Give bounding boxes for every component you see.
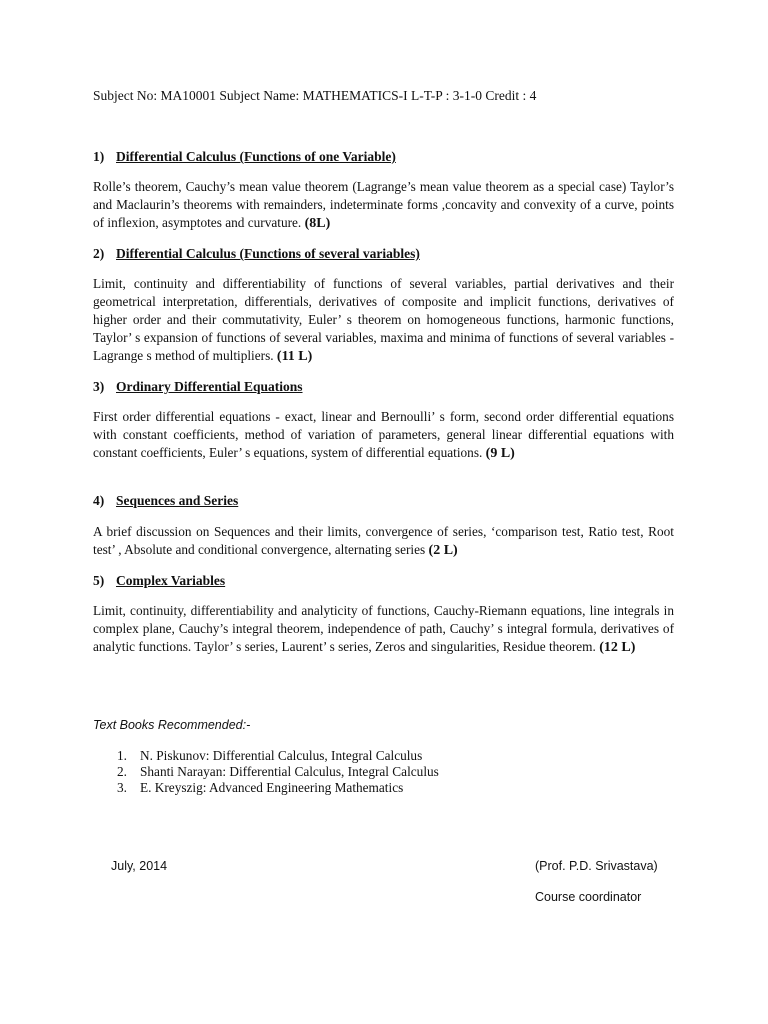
section-2-hours: (11 L) <box>276 349 313 364</box>
section-2-heading <box>93 245 693 263</box>
footer-date: July, 2014 <box>111 859 168 873</box>
section-5-title: Complex Variables <box>116 573 226 588</box>
section-3-title: Ordinary Differential Equations <box>116 379 303 394</box>
section-3-hours: (9 L) <box>485 446 515 461</box>
section-1-hours: (8L) <box>304 216 331 231</box>
section-1-heading <box>93 148 693 166</box>
section-2-body <box>93 275 674 366</box>
section-4-body <box>93 523 674 560</box>
section-5-body <box>93 602 674 657</box>
section-5-heading <box>93 572 693 590</box>
subject-header: Subject No: MA10001 Subject Name: MATHEMATICS-I L-T-P : 3-1-0 Credit : 4 <box>93 88 537 103</box>
list-item <box>117 780 439 796</box>
section-5-number: 5) <box>93 573 105 588</box>
textbooks-heading: Text Books Recommended:- <box>93 718 251 732</box>
section-1-title: Differential Calculus (Functions of one Variable) <box>116 149 396 164</box>
list-item <box>117 764 439 780</box>
section-4-heading <box>93 492 693 510</box>
section-2-text: Limit, continuity and differentiability of functions of several variables, partial derivatives and their geometrical interpretation, differentials, derivatives of composite and implicit functions, derivatives of higher order and their commutativity, Euler’ s theorem on homogeneous functions, harmonic functions, Taylor’ s expansion of functions of several variables, maxima and minima of functions of several variables - Lagrange s method of multipliers. <box>93 276 674 363</box>
section-1-text: Rolle’s theorem, Cauchy’s mean value theorem (Lagrange’s mean value theorem as a special case) Taylor’s and Maclaurin’s theorems with remainders, indeterminate forms ,concavity and convexity of a curve, points of inflexion, asymptotes and curvature. <box>93 179 674 230</box>
section-4-hours: (2 L) <box>428 543 458 558</box>
section-1-number: 1) <box>93 149 105 164</box>
section-4-number: 4) <box>93 493 105 508</box>
section-4-title: Sequences and Series <box>116 493 239 508</box>
section-5-text: Limit, continuity, differentiability and analyticity of functions, Cauchy-Riemann equations, line integrals in complex plane, Cauchy’s integral theorem, independence of path, Cauchy’ s integral formula, derivatives of analytic functions. Taylor’ s series, Laurent’ s series, Zeros and singularities, Residue theorem. <box>93 603 674 654</box>
section-2-title: Differential Calculus (Functions of several variables) <box>116 246 420 261</box>
section-3-number: 3) <box>93 379 105 394</box>
book-title: N. Piskunov: Differential Calculus, Integral Calculus <box>140 748 423 763</box>
section-3-text: First order differential equations - exact, linear and Bernoulli’ s form, second order differential equations with constant coefficients, method of variation of parameters, general linear differential equations with constant coefficients, Euler’ s equations, system of differential equations. <box>93 409 674 460</box>
section-2-number: 2) <box>93 246 105 261</box>
book-title: Shanti Narayan: Differential Calculus, Integral Calculus <box>140 764 439 779</box>
book-title: E. Kreyszig: Advanced Engineering Mathematics <box>140 780 404 795</box>
book-number: 3. <box>117 780 127 795</box>
book-number: 2. <box>117 764 127 779</box>
section-4-text: A brief discussion on Sequences and their limits, convergence of series, ‘comparison test, Ratio test, Root test’ , Absolute and conditional convergence, alternating series <box>93 524 674 557</box>
textbooks-list <box>117 748 439 796</box>
section-5-hours: (12 L) <box>599 640 636 655</box>
section-1-body <box>93 178 674 233</box>
section-3-body <box>93 408 674 463</box>
list-item <box>117 748 439 764</box>
book-number: 1. <box>117 748 127 763</box>
footer-professor: (Prof. P.D. Srivastava) <box>535 859 658 873</box>
footer-role: Course coordinator <box>535 890 642 904</box>
section-3-heading <box>93 378 693 396</box>
